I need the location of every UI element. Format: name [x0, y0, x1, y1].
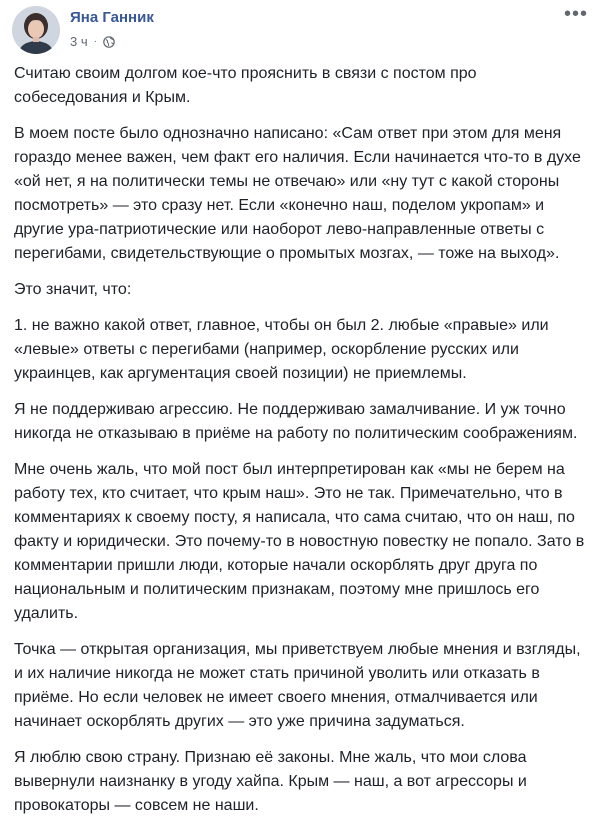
post-text: [14, 62, 590, 830]
post-header: [12, 3, 590, 54]
meta-separator: ·: [93, 36, 97, 47]
post-paragraph-1: Считаю своим долгом кое-что прояснить в связи с постом про собеседования и Крым.: [14, 65, 477, 106]
author-name-link[interactable]: Яна Ганник: [70, 9, 154, 26]
post-paragraph-5: Я не поддерживаю агрессию. Не поддерживаю замалчивание. И уж точно никогда не отказываю в приёме на работу по политическим соображениям.: [14, 401, 578, 442]
post-paragraph-6: Мне очень жаль, что мой пост был интерпретирован как «мы не берем на работу тех, кто считает, что крым наш». Это не так. Примечательно, что в комментариях к своему посту, я написала, что сама считаю, что он наш, по факту и юридически. Это почему-то в новостную повестку не попало. Зато в комментарии пришли люди, которые начали оскорблять друг друга по национальным и политическим признакам, поэтому мне пришлось его удалить.: [14, 461, 585, 622]
post-meta: [70, 34, 115, 49]
avatar[interactable]: [12, 6, 60, 54]
globe-icon[interactable]: [103, 36, 115, 48]
post-paragraph-8: Я люблю свою страну. Признаю её законы. Мне жаль, что мои слова вывернули наизнанку в угоду хайпа. Крым — наш, а вот агрессоры и провокаторы — совсем не наши.: [14, 749, 527, 814]
post-paragraph-7: Точка — открытая организация, мы приветствуем любые мнения и взгляды, и их наличие никогда не может стать причиной уволить или отказать в приёме. Но если человек не имеет своего мнения, отмалчивается или начинает оскорблять других — это уже причина задуматься.: [14, 641, 581, 730]
post-paragraph-4: 1. не важно какой ответ, главное, чтобы он был 2. любые «правые» или «левые» ответы с перегибами (например, оскорбление русских или украинцев, как аргументация своей позиции) не приемлемы.: [14, 317, 549, 382]
post-timestamp[interactable]: 3 ч: [70, 34, 88, 49]
avatar-image-icon: [12, 6, 60, 54]
post-paragraph-2: В моем посте было однозначно написано: «Сам ответ при этом для меня гораздо менее важен, чем факт его наличия. Если начинается что-то в духе «ой нет, я на политически темы не отвечаю» или «ну тут с какой стороны посмотреть» — это сразу нет. Если «конечно наш, поделом укропам» и другие ура-патриотические или наоборот лево-направленные ответы с перегибами, свидетельствующие о промытых мозгах, — тоже на выход».: [14, 125, 581, 262]
post-paragraph-3: Это значит, что:: [14, 281, 132, 298]
more-options-icon[interactable]: •••: [563, 3, 588, 25]
